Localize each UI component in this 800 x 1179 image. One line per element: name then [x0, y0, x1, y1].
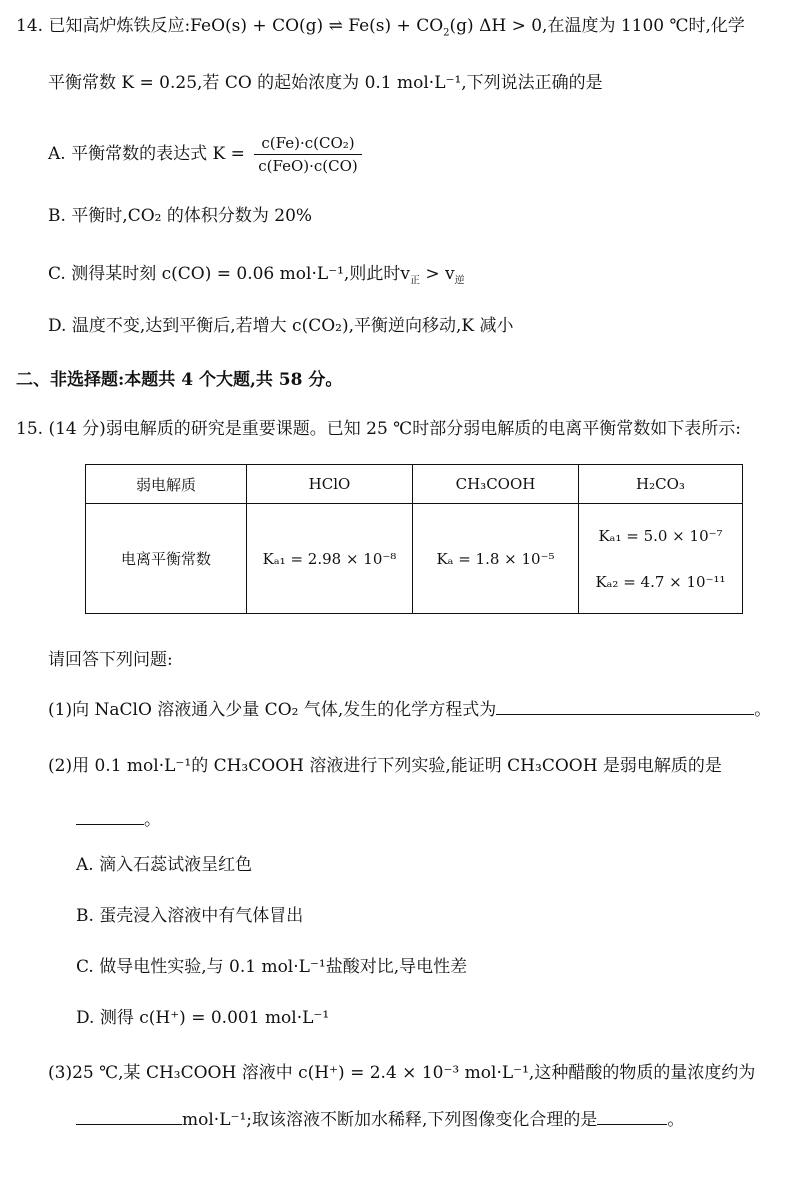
header-hclo: HClO: [247, 465, 413, 504]
q15-part2-option-c: C. 做导电性实验,与 0.1 mol·L⁻¹盐酸对比,导电性差: [76, 957, 468, 977]
cell-h2co3-ka: [579, 504, 743, 614]
q14-stem-line2: 平衡常数 K = 0.25,若 CO 的起始浓度为 0.1 mol·L⁻¹,下列说法正确的是: [48, 73, 603, 93]
ionization-constant-table: [85, 464, 743, 614]
q15-part2-end: 。: [144, 810, 161, 830]
h2co3-ka2: Kₐ₂ = 4.7 × 10⁻¹¹: [595, 572, 726, 591]
q15-part1-end: 。: [754, 700, 772, 720]
q15-part3-unit: mol·L⁻¹;取该溶液不断加水稀释,下列图像变化合理的是: [182, 1110, 598, 1130]
q14-number: 14.: [16, 16, 44, 36]
q14-option-a: [48, 131, 362, 177]
q14-option-c: [48, 262, 465, 286]
row-label: 电离平衡常数: [86, 504, 247, 614]
q14-option-a-prefix: A. 平衡常数的表达式 K =: [48, 144, 245, 164]
table-header-row: [86, 465, 743, 504]
answer-blank-1[interactable]: [496, 714, 754, 715]
k-expression-fraction: [254, 132, 362, 177]
q15-prompt: 请回答下列问题:: [48, 650, 173, 670]
header-electrolyte: 弱电解质: [86, 465, 247, 504]
q14-stem-a: 已知高炉炼铁反应:FeO(s) + CO(g) ⇌ Fe(s) + CO: [48, 16, 444, 36]
fraction-denominator: c(FeO)·c(CO): [258, 157, 358, 175]
fraction-numerator: c(Fe)·c(CO₂): [254, 132, 362, 155]
rate-forward-sub: 正: [409, 275, 420, 287]
rate-reverse-sub: 逆: [454, 275, 465, 287]
q14-option-c-text: C. 测得某时刻 c(CO) = 0.06 mol·L⁻¹,则此时v: [48, 264, 410, 284]
q15-part1: [48, 698, 771, 722]
q15-part3: (3)25 ℃,某 CH₃COOH 溶液中 c(H⁺) = 2.4 × 10⁻³ mol·L⁻¹,这种醋酸的物质的量浓度约为: [48, 1063, 756, 1083]
answer-blank-2[interactable]: [76, 824, 144, 825]
q14-option-c-gt: > v: [419, 264, 455, 284]
answer-blank-3[interactable]: [76, 1124, 182, 1125]
q15-part2-answer: [76, 808, 161, 832]
q15-part2-option-b: B. 蛋壳浸入溶液中有气体冒出: [76, 906, 304, 926]
cell-hclo-ka: Kₐ₁ = 2.98 × 10⁻⁸: [247, 504, 413, 614]
q14-stem-sub: 2: [443, 27, 450, 39]
q15-part2-option-d: D. 测得 c(H⁺) = 0.001 mol·L⁻¹: [76, 1008, 330, 1028]
q14-line1: [16, 14, 745, 38]
q15-part3-end: 。: [667, 1110, 685, 1130]
q15-part2-option-a: A. 滴入石蕊试液呈红色: [76, 855, 253, 875]
table-row: [86, 504, 743, 614]
h2co3-ka1: Kₐ₁ = 5.0 × 10⁻⁷: [598, 526, 723, 545]
header-h2co3: H₂CO₃: [579, 465, 743, 504]
header-ch3cooh: CH₃COOH: [413, 465, 579, 504]
answer-blank-4[interactable]: [597, 1124, 667, 1125]
cell-ch3cooh-ka: Kₐ = 1.8 × 10⁻⁵: [413, 504, 579, 614]
q14-stem-b: (g) ΔH > 0,在温度为 1100 ℃时,化学: [449, 16, 745, 36]
section-heading: 二、非选择题:本题共 4 个大题,共 58 分。: [16, 370, 343, 390]
q14-option-b: B. 平衡时,CO₂ 的体积分数为 20%: [48, 206, 313, 226]
q15-intro: 15. (14 分)弱电解质的研究是重要课题。已知 25 ℃时部分弱电解质的电离平衡常数如下表所示:: [16, 419, 741, 439]
q14-option-d: D. 温度不变,达到平衡后,若增大 c(CO₂),平衡逆向移动,K 减小: [48, 316, 514, 336]
q15-part1-text: (1)向 NaClO 溶液通入少量 CO₂ 气体,发生的化学方程式为: [48, 700, 497, 720]
q15-part2: (2)用 0.1 mol·L⁻¹的 CH₃COOH 溶液进行下列实验,能证明 CH₃COOH 是弱电解质的是: [48, 756, 722, 776]
q15-part3-line2: [76, 1108, 684, 1132]
